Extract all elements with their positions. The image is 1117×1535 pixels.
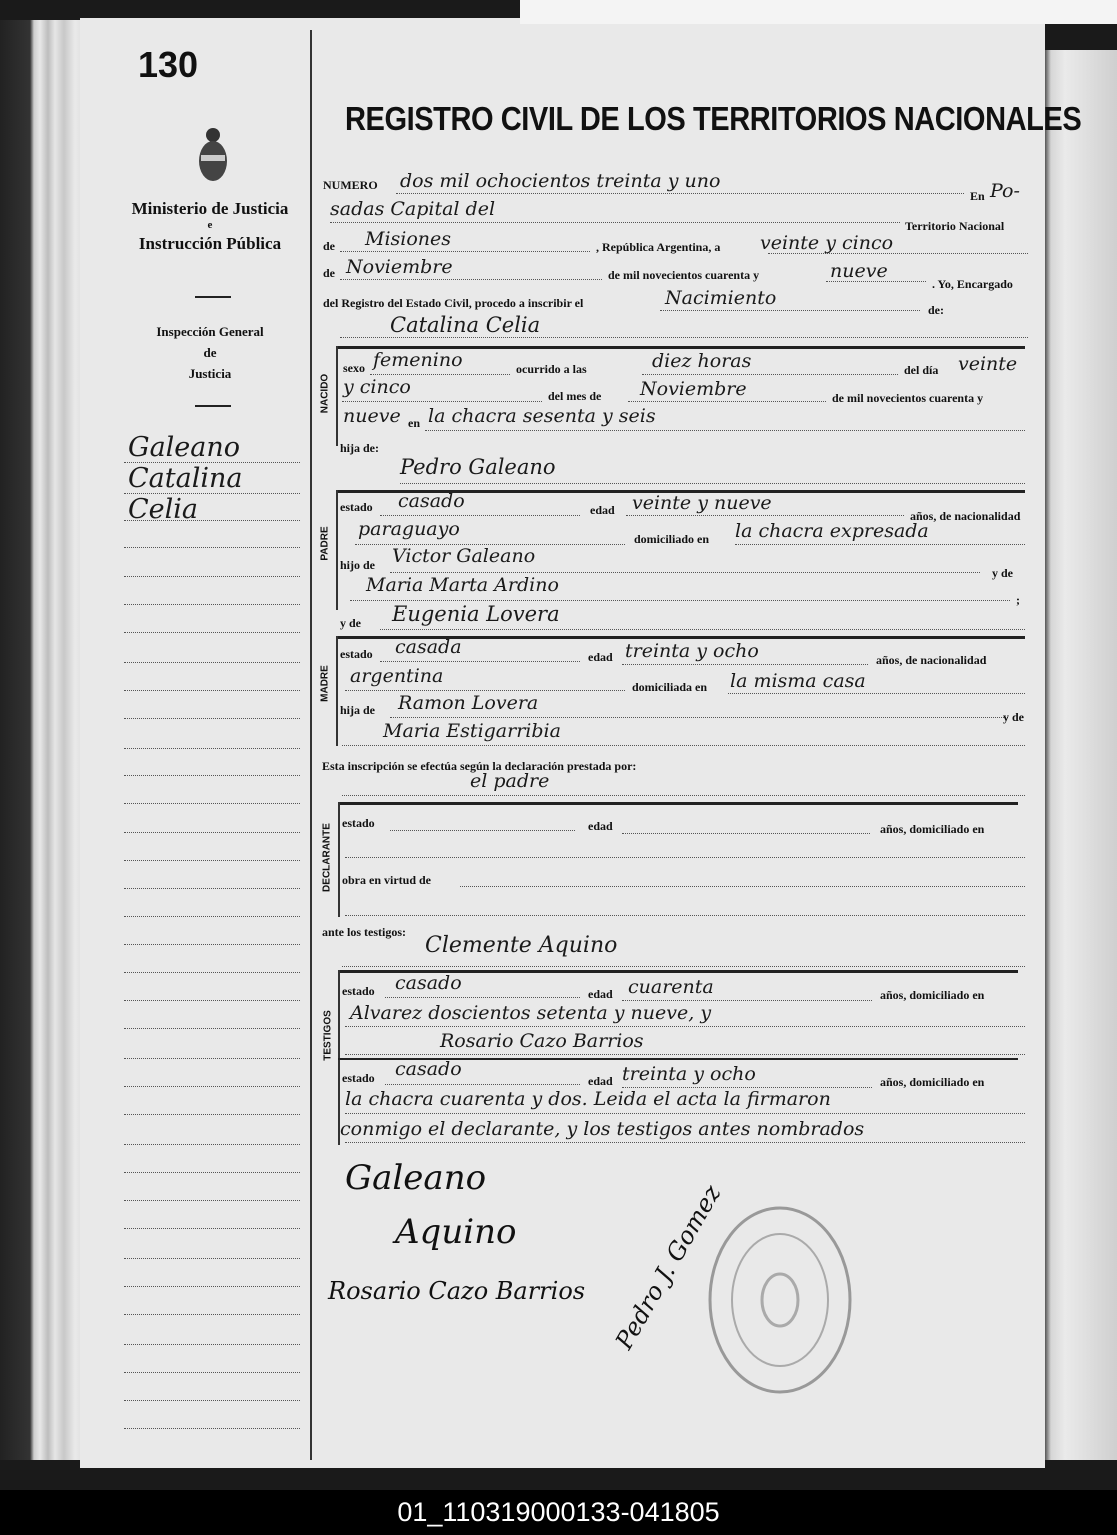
value-father-nationality: paraguayo — [358, 518, 460, 540]
value-witness2-name: Rosario Cazo Barrios — [440, 1030, 644, 1052]
signature-aquino: Aquino — [395, 1212, 517, 1252]
label-estado-padre: estado — [340, 500, 373, 514]
margin-separator-2 — [195, 405, 231, 407]
label-numero: NUMERO — [323, 178, 378, 192]
value-birth-day-part1: veinte — [958, 353, 1018, 375]
value-birth-month: Noviembre — [640, 378, 747, 400]
label-semicolon: ; — [1016, 593, 1020, 607]
label-anos-nacionalidad-madre: años, de nacionalidad — [876, 653, 987, 667]
value-maternal-grandfather: Ramon Lovera — [398, 692, 539, 714]
label-de-2: de — [323, 266, 335, 280]
label-estado-testigo1: estado — [342, 984, 375, 998]
value-day: veinte y cinco — [760, 232, 894, 254]
value-month: Noviembre — [346, 256, 453, 278]
signature-official: Pedro J. Gomez — [610, 1180, 727, 1354]
label-domiciliada: domiciliada en — [632, 680, 708, 694]
value-witness1-address: Alvarez doscientos setenta y nueve, y — [350, 1002, 712, 1024]
label-sexo: sexo — [343, 361, 365, 375]
section-label-declarante: DECLARANTE — [321, 823, 333, 892]
value-birth-hour: diez horas — [652, 350, 752, 372]
value-mother-status: casada — [395, 636, 462, 658]
value-territory: Misiones — [365, 228, 452, 250]
value-mother-nationality: argentina — [350, 665, 444, 687]
label-territorio: Territorio Nacional — [905, 219, 1005, 233]
official-stamp-icon — [705, 1200, 855, 1400]
label-estado-testigo2: estado — [342, 1071, 375, 1085]
value-witness1-age: cuarenta — [628, 976, 714, 998]
value-place-part2: sadas Capital del — [330, 198, 496, 220]
page-title: REGISTRO CIVIL DE LOS TERRITORIOS NACIONALES — [345, 100, 1082, 137]
section-label-padre: PADRE — [319, 526, 331, 561]
label-en: En — [970, 189, 985, 203]
value-birth-year: nueve — [343, 405, 401, 427]
label-anos-domiciliado-testigo2: años, domiciliado en — [880, 1075, 985, 1089]
top-paper-edge — [520, 0, 1117, 24]
value-father-status: casado — [398, 490, 465, 512]
value-witness2-status: casado — [395, 1058, 462, 1080]
value-sex: femenino — [373, 349, 463, 371]
ministry-name-line2: Instrucción Pública — [138, 233, 282, 253]
value-place-part1: Po- — [990, 180, 1020, 202]
book-spine — [0, 20, 85, 1460]
label-edad-declarante: edad — [588, 819, 613, 833]
coat-of-arms-icon — [196, 125, 230, 185]
label-anos-nacionalidad-padre: años, de nacionalidad — [910, 509, 1021, 523]
value-mother-name: Eugenia Lovera — [392, 602, 560, 626]
label-ocurrido: ocurrido a las — [516, 362, 587, 376]
label-de-3: de: — [928, 303, 944, 317]
label-hijo-de: hijo de — [340, 558, 376, 572]
label-anos-domiciliado-testigo1: años, domiciliado en — [880, 988, 985, 1002]
label-hija-de: hija de: — [340, 441, 379, 455]
label-yo-encargado: . Yo, Encargado — [932, 277, 1013, 291]
value-witness1-name: Clemente Aquino — [425, 933, 618, 958]
label-anos-domiciliado-declarante: años, domiciliado en — [880, 822, 985, 836]
ministry-name-line1: Ministerio de Justicia — [131, 199, 289, 218]
inspection-line1: Inspección General — [156, 324, 264, 339]
value-birth-day-part2: y cinco — [343, 376, 411, 398]
label-obra-en-virtud: obra en virtud de — [342, 873, 432, 887]
label-republica: , República Argentina, a — [596, 240, 721, 254]
section-label-testigos: TESTIGOS — [322, 1010, 334, 1061]
value-father-address: la chacra expresada — [735, 520, 929, 542]
label-edad-testigo2: edad — [588, 1074, 613, 1088]
margin-divider — [310, 30, 312, 1460]
label-hija-de-2: hija de — [340, 703, 376, 717]
value-act-type: Nacimiento — [665, 287, 777, 309]
value-witness2-address: la chacra cuarenta y dos. Leida el acta la firmaron — [345, 1088, 831, 1110]
value-child-name: Catalina Celia — [390, 313, 541, 337]
signature-cazo-barrios: Rosario Cazo Barrios — [328, 1277, 586, 1305]
value-mother-address: la misma casa — [730, 670, 866, 692]
ministry-and: e — [207, 218, 213, 231]
section-label-madre: MADRE — [319, 665, 331, 702]
label-edad-madre: edad — [588, 650, 613, 664]
section-rule — [338, 802, 1018, 805]
value-paternal-grandmother: Maria Marta Ardino — [366, 574, 559, 596]
label-estado-declarante: estado — [342, 816, 375, 830]
label-del-mes: del mes de — [548, 389, 602, 403]
margin-surname: Galeano — [128, 432, 241, 463]
value-witness2-age: treinta y ocho — [622, 1063, 756, 1085]
value-year: nueve — [830, 260, 888, 282]
label-en-2: en — [408, 416, 420, 430]
value-declarant: el padre — [470, 770, 550, 792]
label-y-de-3: y de — [1003, 710, 1024, 724]
label-domiciliado: domiciliado en — [634, 532, 710, 546]
margin-middle-name: Celia — [128, 494, 199, 525]
value-witness1-status: casado — [395, 972, 462, 994]
inspection-line2: de — [203, 344, 217, 360]
label-inscripcion: Esta inscripción se efectúa según la declaración prestada por: — [322, 759, 637, 773]
label-y-de-1: y de — [992, 566, 1013, 580]
value-father-name: Pedro Galeano — [400, 455, 556, 479]
value-paternal-grandfather: Victor Galeano — [392, 545, 536, 567]
margin-separator — [195, 296, 231, 298]
label-de-1: de — [323, 239, 335, 253]
value-birth-place: la chacra sesenta y seis — [428, 405, 656, 427]
label-y-de-2: y de — [340, 616, 361, 630]
next-page-edge — [1045, 50, 1117, 1460]
value-maternal-grandmother: Maria Estigarribia — [383, 720, 561, 742]
label-registro: del Registro del Estado Civil, procedo a inscribir el — [323, 296, 584, 310]
label-mil-nov-cuarenta: de mil novecientos cuarenta y — [832, 391, 984, 405]
section-label-nacido: NACIDO — [319, 373, 331, 414]
label-mil-novecientos: de mil novecientos cuarenta y — [608, 268, 760, 282]
value-mother-age: treinta y ocho — [625, 640, 759, 662]
label-estado-madre: estado — [340, 647, 373, 661]
page-number: 130 — [138, 44, 199, 85]
label-edad-padre: edad — [590, 503, 615, 517]
value-closing-text: conmigo el declarante, y los testigos antes nombrados — [340, 1118, 865, 1140]
label-edad-testigo1: edad — [588, 987, 613, 1001]
inspection-line3: Justicia — [188, 365, 232, 381]
value-numero: dos mil ochocientos treinta y uno — [400, 170, 721, 192]
value-father-age: veinte y nueve — [632, 492, 772, 514]
margin-given-name: Catalina — [128, 463, 243, 494]
label-ante-testigos: ante los testigos: — [322, 925, 406, 939]
signature-galeano: Galeano — [345, 1158, 487, 1198]
label-del-dia: del día — [904, 363, 939, 377]
image-identifier: 01_110319000133-041805 — [0, 1490, 1117, 1535]
